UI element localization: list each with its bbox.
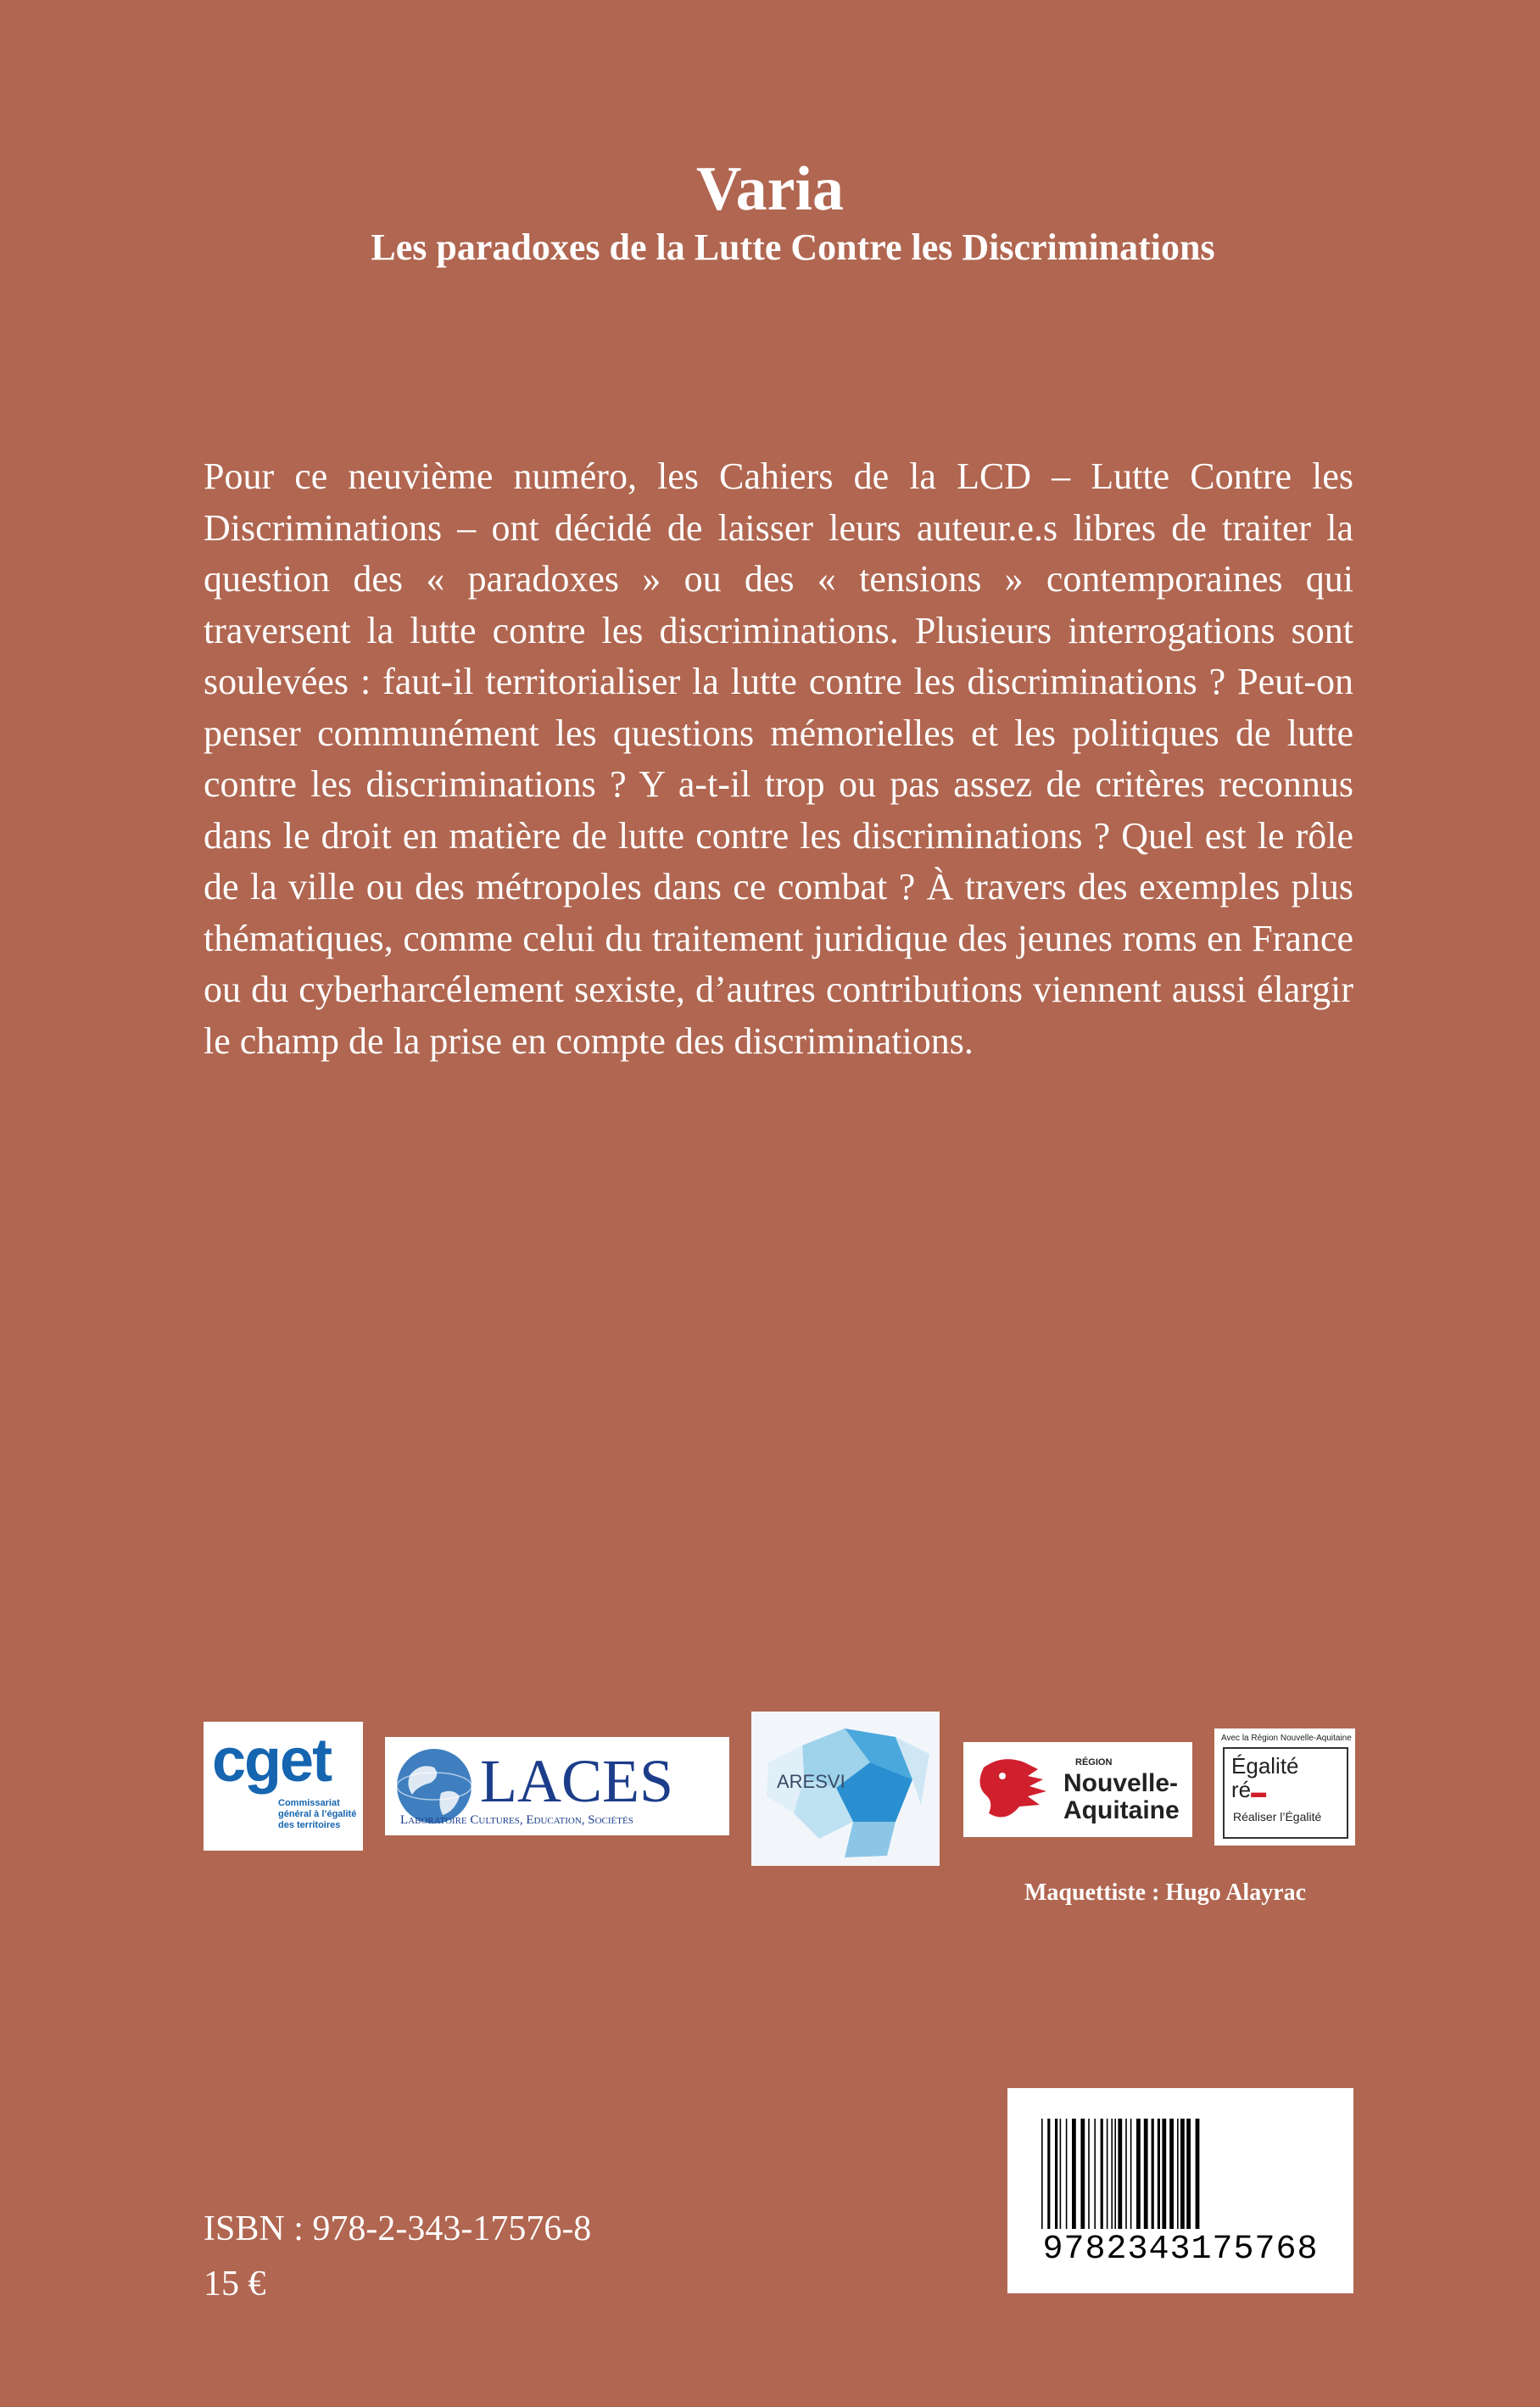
na-name-line2: Aquitaine <box>1063 1796 1180 1824</box>
laces-logo <box>385 1737 729 1835</box>
lion-head-icon <box>968 1742 1062 1837</box>
cget-logo-tagline: Commissariat général à l’égalité des territoires <box>278 1798 357 1830</box>
laces-logo-tagline: Laboratoire Cultures, Education, Sociétés <box>400 1813 633 1827</box>
barcode-bar <box>1130 2119 1132 2229</box>
laces-logo-word: LACES <box>480 1747 674 1815</box>
aresvi-logo <box>751 1712 940 1866</box>
barcode-bar <box>1101 2119 1103 2229</box>
barcode-bar <box>1162 2119 1166 2229</box>
na-name-line1: Nouvelle- <box>1063 1769 1179 1797</box>
barcode-bar <box>1118 2119 1122 2229</box>
price: 15 € <box>204 2265 266 2304</box>
cget-logo <box>204 1722 363 1851</box>
barcode-bar <box>1158 2119 1160 2229</box>
barcode-bar <box>1152 2119 1154 2229</box>
egalite-logo-top: Avec la Région Nouvelle-Aquitaine <box>1221 1734 1352 1743</box>
barcode-bar <box>1177 2119 1179 2229</box>
barcode-bar <box>1111 2119 1113 2229</box>
barcode-bar <box>1144 2119 1148 2229</box>
designer-credit: Maquettiste : Hugo Alayrac <box>1024 1879 1307 1906</box>
book-subtitle: Les paradoxes de la Lutte Contre les Discriminations <box>371 226 1215 268</box>
aresvi-logo-word: ARESVI <box>777 1771 845 1792</box>
barcode-bars <box>1038 2119 1323 2229</box>
egalite-logo <box>1214 1728 1355 1846</box>
barcode-bar <box>1080 2119 1085 2229</box>
barcode-bar <box>1066 2119 1068 2229</box>
na-region-label: RÉGION <box>1075 1757 1113 1768</box>
barcode-bar <box>1072 2119 1076 2229</box>
barcode <box>1007 2088 1353 2293</box>
barcode-bar <box>1088 2119 1090 2229</box>
barcode-bar <box>1055 2119 1057 2229</box>
barcode-bar <box>1180 2119 1185 2229</box>
barcode-bar <box>1094 2119 1096 2229</box>
barcode-number: 9782343175768 <box>1042 2231 1319 2269</box>
barcode-bar <box>1136 2119 1141 2229</box>
barcode-bar <box>1047 2119 1050 2229</box>
egalite-logo-line1: Égalité <box>1231 1753 1299 1779</box>
barcode-bar <box>1125 2119 1127 2229</box>
egalite-logo-tagline: Réaliser l’Égalité <box>1233 1810 1322 1823</box>
barcode-bar <box>1041 2119 1043 2229</box>
barcode-bar <box>1169 2119 1174 2229</box>
isbn: ISBN : 978-2-343-17576-8 <box>204 2209 592 2248</box>
nouvelle-aquitaine-logo <box>963 1742 1192 1837</box>
book-title: Varia <box>695 154 845 224</box>
back-cover-blurb: Pour ce neuvième numéro, les Cahiers de la LCD – Lutte Contre les Discriminations – ont décidé de laisser leurs auteur.e.s libres de traiter la question des « paradoxes » ou des « tensions » contemporaines qui traversent la lutte contre les discriminations. Plusieurs interrogations sont soulevées : faut-il territorialiser la lutte contre les discriminations ? Peut-on penser communément les questions mémorielles et les politiques de lutte contre les discriminations ? Y a-t-il trop ou pas assez de critères reconnus dans le droit en matière de lutte contre les discriminations ? Quel est le rôle de la ville ou des métropoles dans ce combat ? À travers des exemples plus thématiques, comme celui du traitement juridique des jeunes roms en France ou du cyberharcélement sexiste, d’autres contributions viennent aussi élargir le champ de la prise en compte des discriminations. <box>204 455 1353 1062</box>
barcode-bar <box>1196 2119 1200 2229</box>
egalite-logo-line2: ré▬ <box>1231 1777 1267 1802</box>
barcode-bar <box>1114 2119 1116 2229</box>
barcode-bar <box>1060 2119 1062 2229</box>
barcode-bar <box>1186 2119 1191 2229</box>
cget-logo-word: cget <box>212 1727 332 1795</box>
barcode-bar <box>1107 2119 1108 2229</box>
